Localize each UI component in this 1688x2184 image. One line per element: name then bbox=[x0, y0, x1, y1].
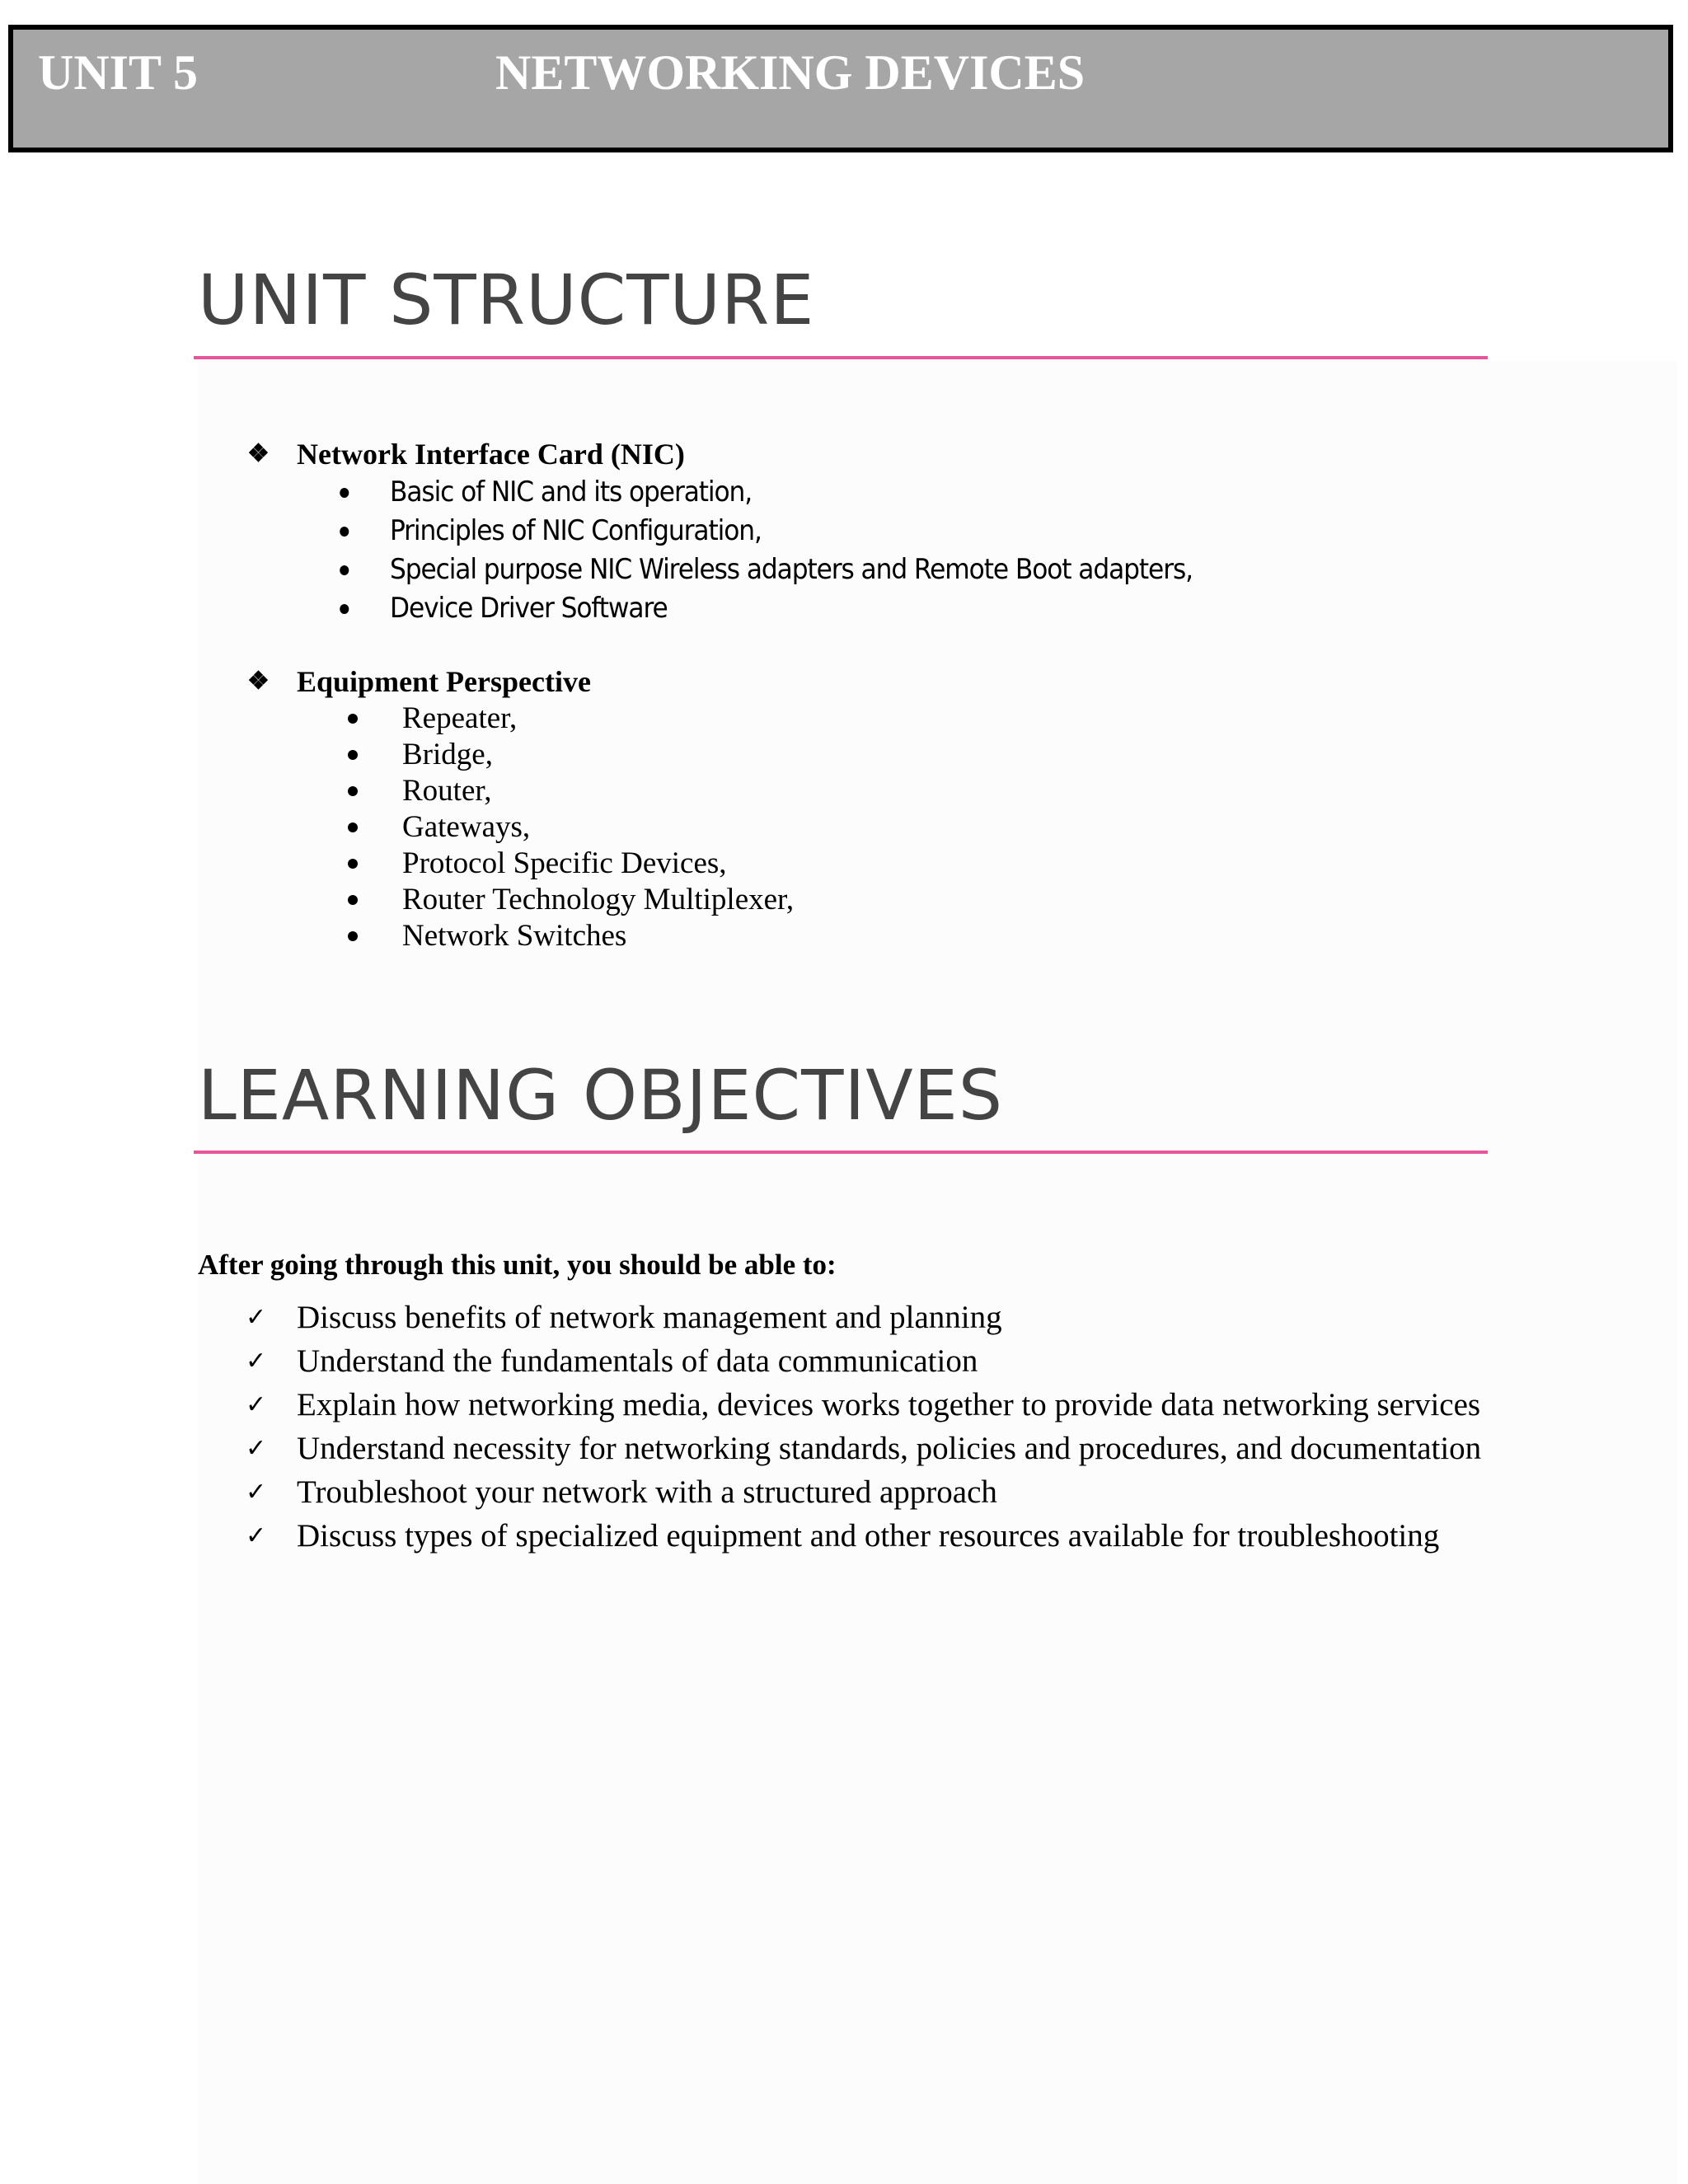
list-item bbox=[247, 589, 1193, 628]
diamond-bullet-icon: ❖ bbox=[247, 440, 270, 467]
objectives-intro: After going through this unit, you should be able to: bbox=[198, 1249, 837, 1281]
learning-objectives-divider bbox=[194, 1151, 1488, 1154]
list-item bbox=[247, 737, 794, 773]
objective-item bbox=[246, 1427, 1498, 1470]
list-item-text: Router, bbox=[402, 774, 492, 808]
list-item-text: Bridge, bbox=[402, 738, 493, 771]
objective-item bbox=[246, 1296, 1498, 1339]
diamond-bullet-icon: ❖ bbox=[247, 668, 270, 695]
bullet-dot-icon bbox=[348, 895, 358, 905]
checkmark-icon: ✓ bbox=[246, 1478, 267, 1507]
list-item-text: Network Switches bbox=[402, 919, 627, 953]
equipment-topic-list bbox=[247, 701, 794, 954]
objective-text: Discuss types of specialized equipment and other resources available for troubleshooting bbox=[297, 1518, 1440, 1554]
objective-item bbox=[246, 1383, 1498, 1427]
bullet-dot-icon bbox=[340, 604, 349, 614]
list-item bbox=[247, 701, 794, 737]
objective-item bbox=[246, 1470, 1498, 1514]
list-item-text: Principles of NIC Configuration, bbox=[389, 514, 762, 547]
bullet-dot-icon bbox=[340, 565, 349, 575]
objective-text: Understand the fundamentals of data communication bbox=[297, 1343, 978, 1379]
bullet-dot-icon bbox=[348, 859, 358, 869]
list-item bbox=[247, 809, 794, 846]
bullet-dot-icon bbox=[348, 786, 358, 796]
equipment-group-label: Equipment Perspective bbox=[297, 665, 591, 698]
objective-text: Explain how networking media, devices works together to provide data networking services bbox=[297, 1387, 1481, 1422]
unit-number: UNIT 5 bbox=[38, 45, 198, 100]
checkmark-icon: ✓ bbox=[246, 1521, 267, 1550]
bullet-dot-icon bbox=[340, 527, 349, 537]
bullet-dot-icon bbox=[340, 488, 349, 498]
list-item bbox=[247, 473, 1193, 512]
learning-objectives-heading: LEARNING OBJECTIVES bbox=[198, 1055, 1004, 1136]
bullet-dot-icon bbox=[348, 931, 358, 941]
bullet-dot-icon bbox=[348, 714, 358, 724]
list-item-text: Repeater, bbox=[402, 701, 518, 735]
objective-text: Understand necessity for networking standards, policies and procedures, and documentation bbox=[297, 1431, 1482, 1466]
bullet-dot-icon bbox=[348, 750, 358, 760]
unit-structure-divider bbox=[194, 356, 1488, 359]
list-item-text: Protocol Specific Devices, bbox=[402, 846, 727, 880]
objective-item bbox=[246, 1514, 1498, 1558]
nic-group bbox=[247, 435, 1275, 628]
list-item bbox=[247, 918, 794, 954]
list-item bbox=[247, 882, 794, 918]
list-item bbox=[247, 773, 794, 809]
bullet-dot-icon bbox=[348, 823, 358, 832]
list-item-text: Special purpose NIC Wireless adapters and Remote Boot adapters, bbox=[389, 553, 1193, 586]
checkmark-icon: ✓ bbox=[246, 1303, 267, 1332]
nic-group-label: Network Interface Card (NIC) bbox=[297, 438, 685, 471]
objective-text: Troubleshoot your network with a structured approach bbox=[297, 1474, 997, 1510]
objectives-list bbox=[246, 1296, 1498, 1558]
list-item-text: Gateways, bbox=[402, 810, 531, 844]
equipment-group-title bbox=[247, 663, 794, 701]
objective-item bbox=[246, 1339, 1498, 1383]
list-item bbox=[247, 551, 1193, 589]
objective-text: Discuss benefits of network management and planning bbox=[297, 1300, 1002, 1335]
list-item bbox=[247, 512, 1193, 551]
unit-title: NETWORKING DEVICES bbox=[495, 45, 1085, 100]
checkmark-icon: ✓ bbox=[246, 1434, 267, 1463]
list-item-text: Basic of NIC and its operation, bbox=[389, 476, 753, 509]
nic-group-title bbox=[247, 435, 1275, 473]
list-item-text: Router Technology Multiplexer, bbox=[402, 883, 795, 916]
list-item-text: Device Driver Software bbox=[389, 592, 668, 625]
unit-banner bbox=[8, 25, 1673, 152]
nic-topic-list bbox=[247, 473, 1275, 628]
checkmark-icon: ✓ bbox=[246, 1347, 267, 1376]
equipment-group bbox=[247, 663, 794, 954]
checkmark-icon: ✓ bbox=[246, 1390, 267, 1419]
list-item bbox=[247, 846, 794, 882]
unit-structure-heading: UNIT STRUCTURE bbox=[198, 260, 815, 340]
